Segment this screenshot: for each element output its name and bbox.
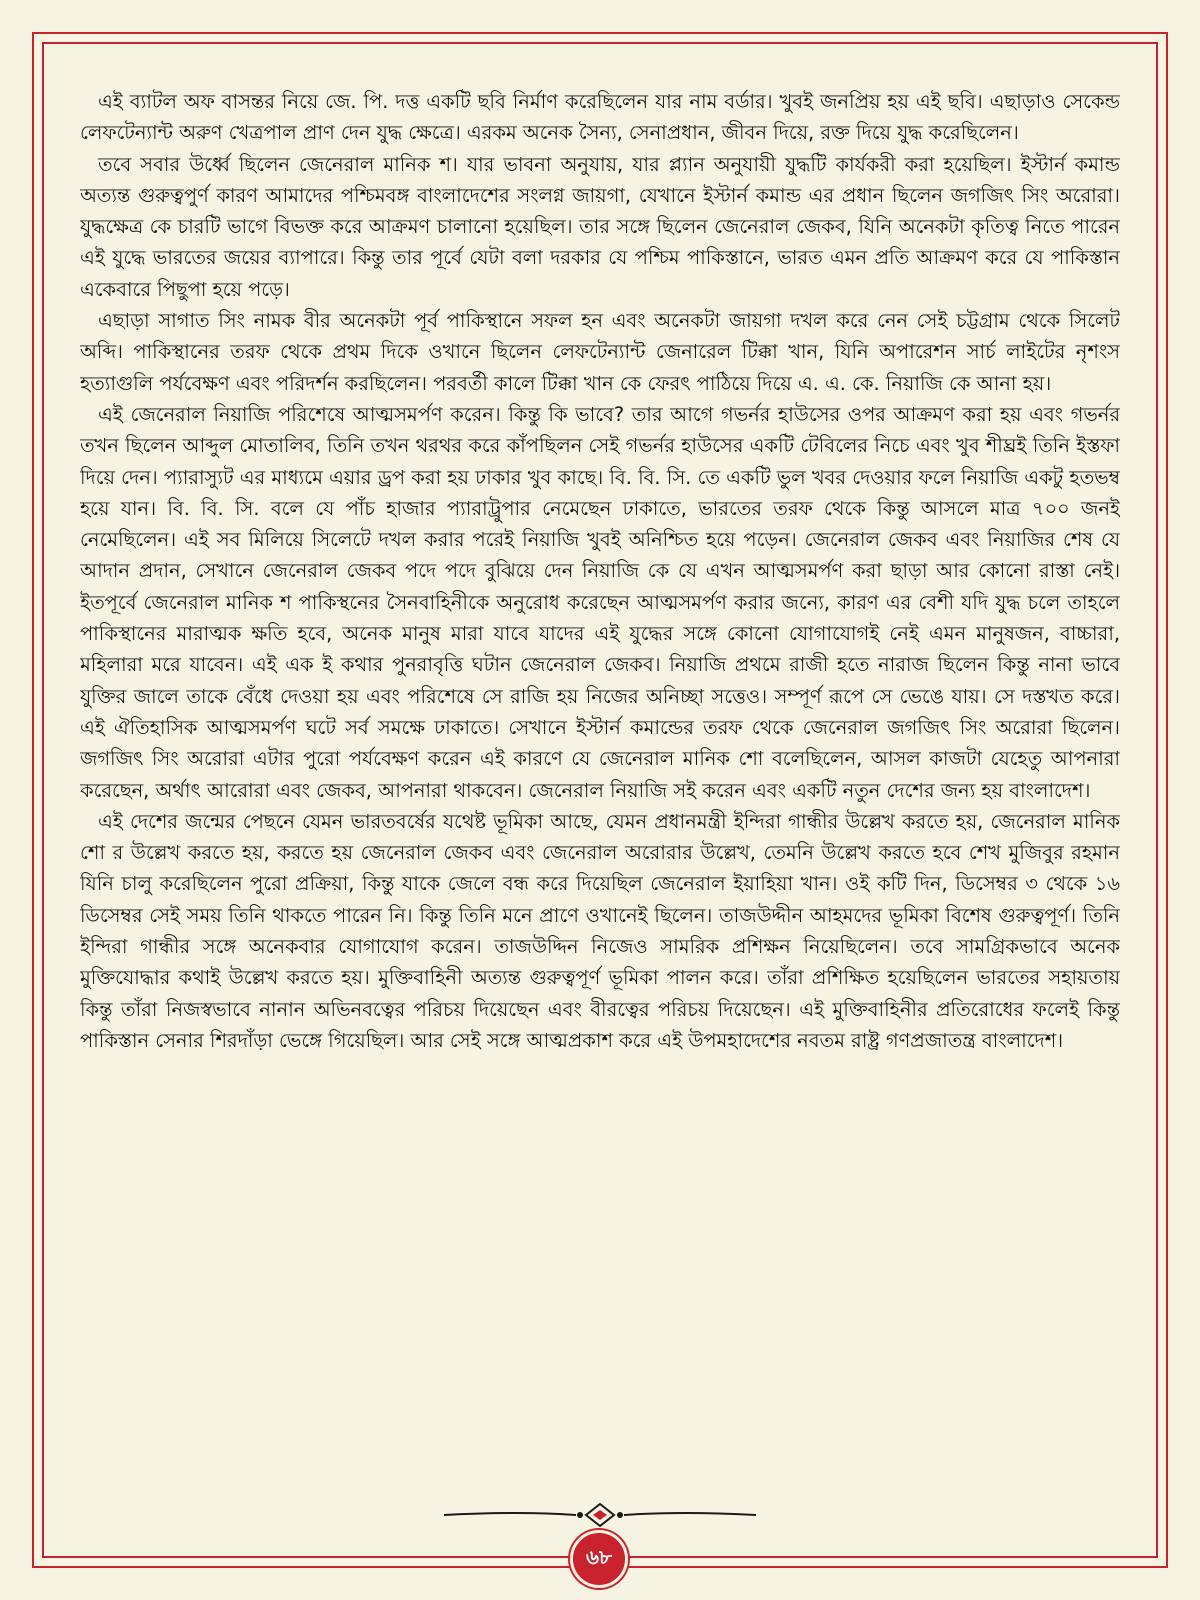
paragraph-4: এই জেনেরাল নিয়াজি পরিশেষে আত্মসমর্পণ করেন। কিন্তু কি ভাবে? তার আগে গভর্নর হাউসের ওপর আক্রমণ করা হয় এবং গভর্নর তখন ছিলেন আব্দুল মোতালিব, তিনি তখন থরথর করে কাঁপছিলন সেই গভর্নর হাউসের একটি টেবিলের নিচে এবং খুব শীঘ্রই তিনি ইস্তফা দিয়ে দেন। প্যারাস্যুট এর মাধ্যমে এয়ার ড্রপ করা হয় ঢাকার খুব কাছে। বি. বি. সি. তে একটি ভুল খবর দেওয়ার ফলে নিয়াজি একটু হতভম্ব হয়ে যান। বি. বি. সি. বলে যে পাঁচ হাজার প্যারাট্রুপার নেমেছেন ঢাকাতে, ভারতের তরফ থেকে কিন্তু আসলে মাত্র ৭০০ জনই নেমেছিলেন। এই সব মিলিয়ে সিলেটে দখল করার পরেই নিয়াজি খুবই অনিশ্চিত হয়ে পড়েন। জেনেরাল জেকব এবং নিয়াজির শেষ যে আদান প্রদান, সেখানে জেনেরাল জেকব পদে পদে বুঝিয়ে দেন নিয়াজি কে যে এখন আত্মসমর্পণ করা ছাড়া আর কোনো রাস্তা নেই। ইতপূর্বে জেনেরাল মানিক শ পাকিস্থনের সৈনবাহিনীকে অনুরোধ করেছেন আত্মসমর্পণ করার জন্যে, কারণ এর বেশী যদি যুদ্ধ চলে তাহলে পাকিস্থানের মারাত্মক ক্ষতি হবে, অনেক মানুষ মারা যাবে যাদের এই যুদ্ধের সঙ্গে কোনো যোগাযোগই নেই এমন মানুষজন, বাচ্চারা, মহিলারা মরে যাবেন। এই এক ই কথার পুনরাবৃত্তি ঘটান জেনেরাল জেকব। নিয়াজি প্রথমে রাজী হতে নারাজ ছিলেন কিন্তু নানা ভাবে যুক্তির জালে তাকে বেঁধে দেওয়া হয় এবং পরিশেষে সে রাজি হয় নিজের অনিচ্ছা সত্তেও। সম্পূর্ণ রূপে সে ভেঙে যায়। সে দস্তখত করে। এই ঐতিহাসিক আত্মসমর্পণ ঘটে সর্ব সমক্ষে ঢাকাতে। সেখানে ইস্টার্ন কমান্ডের তরফ থেকে জেনেরাল জগজিৎ সিং অরোরা ছিলেন। জগজিৎ সিং অরোরা এটার পুরো পর্যবেক্ষণ করেন এই কারণে যে জেনেরাল মানিক শো বলেছিলেন, আসল কাজটা যেহেতু আপনারা করেছেন, অর্থাৎ আরোরা এবং জেকব, আপনারা থাকবেন। জেনেরাল নিয়াজি সই করেন এবং একটি নতুন দেশের জন্য হয় বাংলাদেশ।	[80, 402, 1120, 802]
paragraph-2: তবে সবার উর্ধ্বে ছিলেন জেনেরাল মানিক শ। যার ভাবনা অনুযায়, যার প্ল্যান অনুযায়ী যুদ্ধটি কার্যকরী করা হয়েছিল। ইস্টার্ন কমান্ড অত্যন্ত গুরুত্বপুর্ণ কারণ আমাদের পশ্চিমবঙ্গ বাংলাদেশের সংলগ্ন জায়গা, যেখানে ইস্টার্ন কমান্ড এর প্রধান ছিলেন জগজিৎ সিং অরোরা। যুদ্ধক্ষেত্র কে চারটি ভাগে বিভক্ত করে আক্রমণ চালানো হয়েছিল। তার সঙ্গে ছিলেন জেনেরাল জেকব, যিনি অনেকটা কৃতিত্ব নিতে পারেন এই যুদ্ধে ভারতের জয়ের ব্যাপারে। কিন্তু তার পূর্বে যেটা বলা দরকার যে পশ্চিম পাকিস্তানে, ভারত এমন প্রতি আক্রমণ করে যে পাকিস্তান একেবারে পিছুপা হয়ে পড়ে।	[80, 152, 1120, 301]
page-number-badge	[570, 1530, 628, 1588]
diamond-flourish-icon	[440, 1502, 760, 1528]
paragraph-3: এছাড়া সাগাত সিং নামক বীর অনেকটা পূর্ব পাকিস্থানে সফল হন এবং অনেকটা জায়গা দখল করে নেন সেই চট্টগ্রাম থেকে সিলেট অব্দি। পাকিস্থানের তরফ থেকে প্রথম দিকে ওখানে ছিলেন লেফটেন্যান্ট জেনারেল টিক্কা খান, যিনি অপারেশন সার্চ লাইটের নৃশংস হত্যাগুলি পর্যবেক্ষণ এবং পরিদর্শন করছিলেন। পরবর্তী কালে টিক্কা খান কে ফেরৎ পাঠিয়ে দিয়ে এ. এ. কে. নিয়াজি কে আনা হয়।	[80, 309, 1120, 395]
paragraph-1: এই ব্যাটল অফ বাসন্তর নিয়ে জে. পি. দত্ত একটি ছবি নির্মাণ করেছিলেন যার নাম বর্ডার। খুবই জনপ্রিয় হয় এই ছবি। এছাড়াও সেকেন্ড লেফটেন্যান্ট অরুণ খেত্রপাল প্রাণ দেন যুদ্ধ ক্ষেত্রে। এরকম অনেক সৈন্য, সেনাপ্রধান, জীবন দিয়ে, রক্ত দিয়ে যুদ্ধ করেছিলেন।	[80, 90, 1120, 145]
paragraph-5: এই দেশের জন্মের পেছনে যেমন ভারতবর্ষের যথেষ্ট ভূমিকা আছে, যেমন প্রধানমন্ত্রী ইন্দিরা গান্ধীর উল্লেখ করতে হয়, জেনেরাল মানিক শো র উল্লেখ করতে হয়, করতে হয় জেনেরাল জেকব এবং জেনেরাল অরোরার উল্লেখ, তেমনি উল্লেখ করতে হবে শেখ মুজিবুর রহমান যিনি চালু করেছিলেন পুরো প্রক্রিয়া, কিন্তু যাকে জেলে বন্ধ করে দিয়েছিল জেনেরাল ইয়াহিয়া খান। ওই কটি দিন, ডিসেম্বর ৩ থেকে ১৬ ডিসেম্বর সেই সময় তিনি থাকতে পারেন নি। কিন্তু তিনি মনে প্রাণে ওখানেই ছিলেন। তাজউদ্দীন আহমদের ভূমিকা বিশেষ গুরুত্বপূর্ণ। তিনি ইন্দিরা গান্ধীর সঙ্গে অনেকবার যোগাযোগ করেন। তাজউদ্দিন নিজেও সামরিক প্রশিক্ষন নিয়েছিলেন। তবে সামগ্রিকভাবে অনেক মুক্তিযোদ্ধার কথাই উল্লেখ করতে হয়। মুক্তিবাহিনী অত্যন্ত গুরুত্বপূর্ণ ভূমিকা পালন করে। তাঁরা প্রশিক্ষিত হয়েছিলেন ভারতের সহায়তায় কিন্তু তাঁরা নিজস্বভাবে নানান অভিনবত্বের পরিচয় দিয়েছেন এবং বীরত্বের পরিচয় দিয়েছেন। এই মুক্তিবাহিনীর প্রতিরোধের ফলেই কিন্তু পাকিস্তান সেনার শিরদাঁড়া ভেঙ্গে গিয়েছিল। আর সেই সঙ্গে আত্মপ্রকাশ করে এই উপমহাদেশের নবতম রাষ্ট্র গণপ্রজাতন্ত্র বাংলাদেশ।	[80, 809, 1120, 1052]
article-body	[80, 86, 1120, 1494]
page-number: ৬৮	[586, 1544, 612, 1569]
